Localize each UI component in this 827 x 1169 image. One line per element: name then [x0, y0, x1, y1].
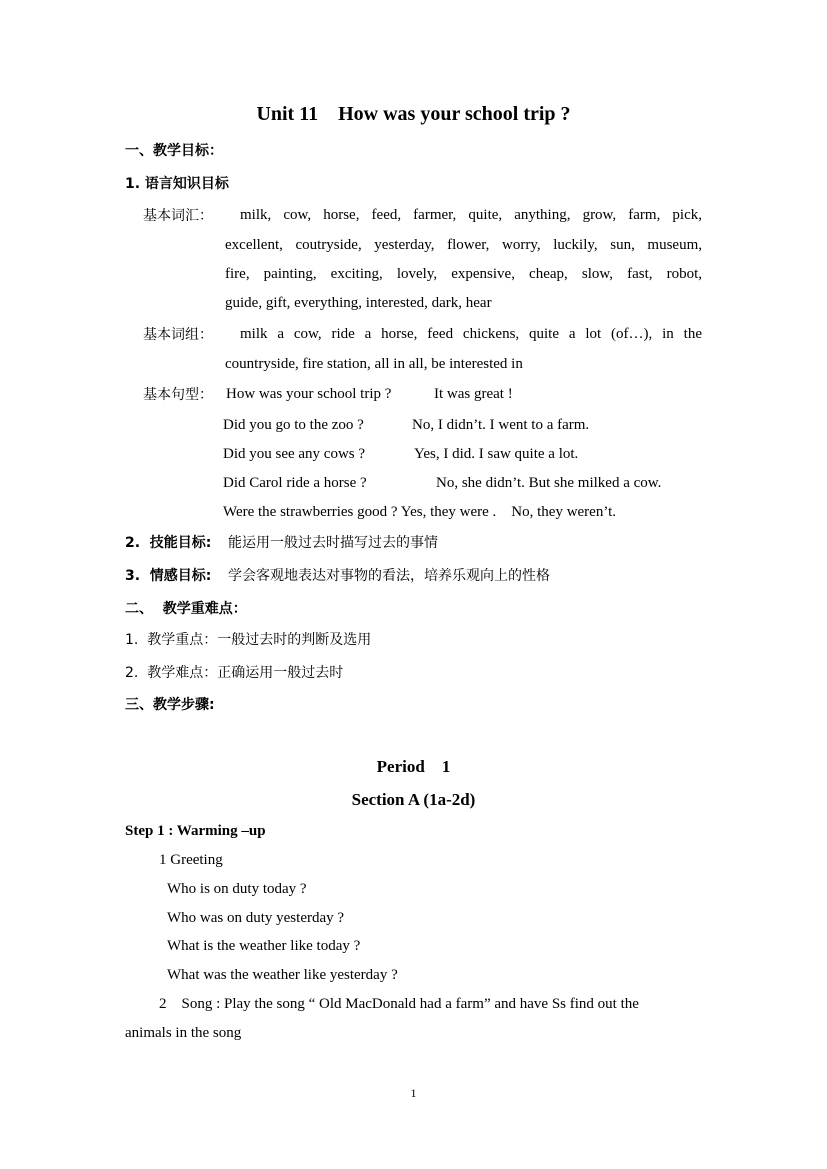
greeting-question: What was the weather like yesterday ? — [167, 967, 398, 983]
phrases-line: countryside, fire station, all in all, be interested in — [225, 356, 523, 372]
greeting-question: Who is on duty today ? — [167, 881, 307, 897]
song-line: 2 Song : Play the song “ Old MacDonald had a farm” and have Ss find out the — [159, 996, 639, 1012]
difficult-point: 2. 教学难点：正确运用一般过去时 — [125, 665, 344, 681]
vocab-line: guide, gift, everything, interested, dark, hear — [225, 295, 492, 311]
key-point: 1. 教学重点：一般过去时的判断及选用 — [125, 632, 372, 648]
sentence-question: Did you go to the zoo ? — [223, 417, 364, 433]
greeting-question: What is the weather like today ? — [167, 938, 361, 954]
sentence-question: Did you see any cows ? — [223, 446, 366, 462]
period-heading: Period 1 — [376, 757, 451, 776]
song-line: animals in the song — [125, 1025, 242, 1041]
step-heading: Step 1 : Warming –up — [125, 823, 266, 839]
sentence-question: How was your school trip ? — [226, 386, 392, 402]
vocab-label: 基本词汇： — [143, 208, 213, 224]
sentence-question: Did Carol ride a horse ? — [223, 475, 367, 491]
sentence-answer: It was great ! — [434, 386, 513, 402]
sentences-label: 基本句型： — [143, 387, 213, 403]
sentence-answer: Yes, I did. I saw quite a lot. — [414, 446, 579, 462]
phrases-line: milk a cow, ride a horse, feed chickens, quite a lot (of…), in the — [240, 326, 702, 342]
phrases-label: 基本词组： — [143, 327, 213, 343]
sentence-line: Were the strawberries good ? Yes, they were . No, they weren’t. — [223, 504, 616, 520]
section-subheading: Section A (1a-2d) — [351, 790, 476, 809]
sentence-answer: No, she didn’t. But she milked a cow. — [436, 475, 662, 491]
vocab-line: excellent, coutryside, yesterday, flower, worry, luckily, sun, museum, — [225, 237, 702, 253]
emotion-text: 学会客观地表达对事物的看法，培养乐观向上的性格 — [228, 568, 550, 584]
skill-label: 2. 技能目标: — [125, 535, 212, 551]
section-heading-objectives: 一、教学目标： — [125, 143, 223, 159]
section-heading-key-points: 二、 教学重难点： — [125, 601, 247, 617]
skill-text: 能运用一般过去时描写过去的事情 — [228, 535, 438, 551]
document-title: Unit 11 How was your school trip ? — [256, 103, 571, 125]
subheading-language-knowledge: 1. 语言知识目标 — [125, 176, 229, 192]
sentence-answer: No, I didn’t. I went to a farm. — [412, 417, 590, 433]
section-heading-steps: 三、教学步骤: — [125, 697, 215, 713]
greeting-label: 1 Greeting — [159, 852, 223, 868]
vocab-line: milk, cow, horse, feed, farmer, quite, anything, grow, farm, pick, — [240, 207, 702, 223]
page-number: 1 — [410, 1086, 417, 1100]
vocab-line: fire, painting, exciting, lovely, expensive, cheap, slow, fast, robot, — [225, 266, 702, 282]
emotion-label: 3. 情感目标: — [125, 568, 212, 584]
greeting-question: Who was on duty yesterday ? — [167, 910, 345, 926]
